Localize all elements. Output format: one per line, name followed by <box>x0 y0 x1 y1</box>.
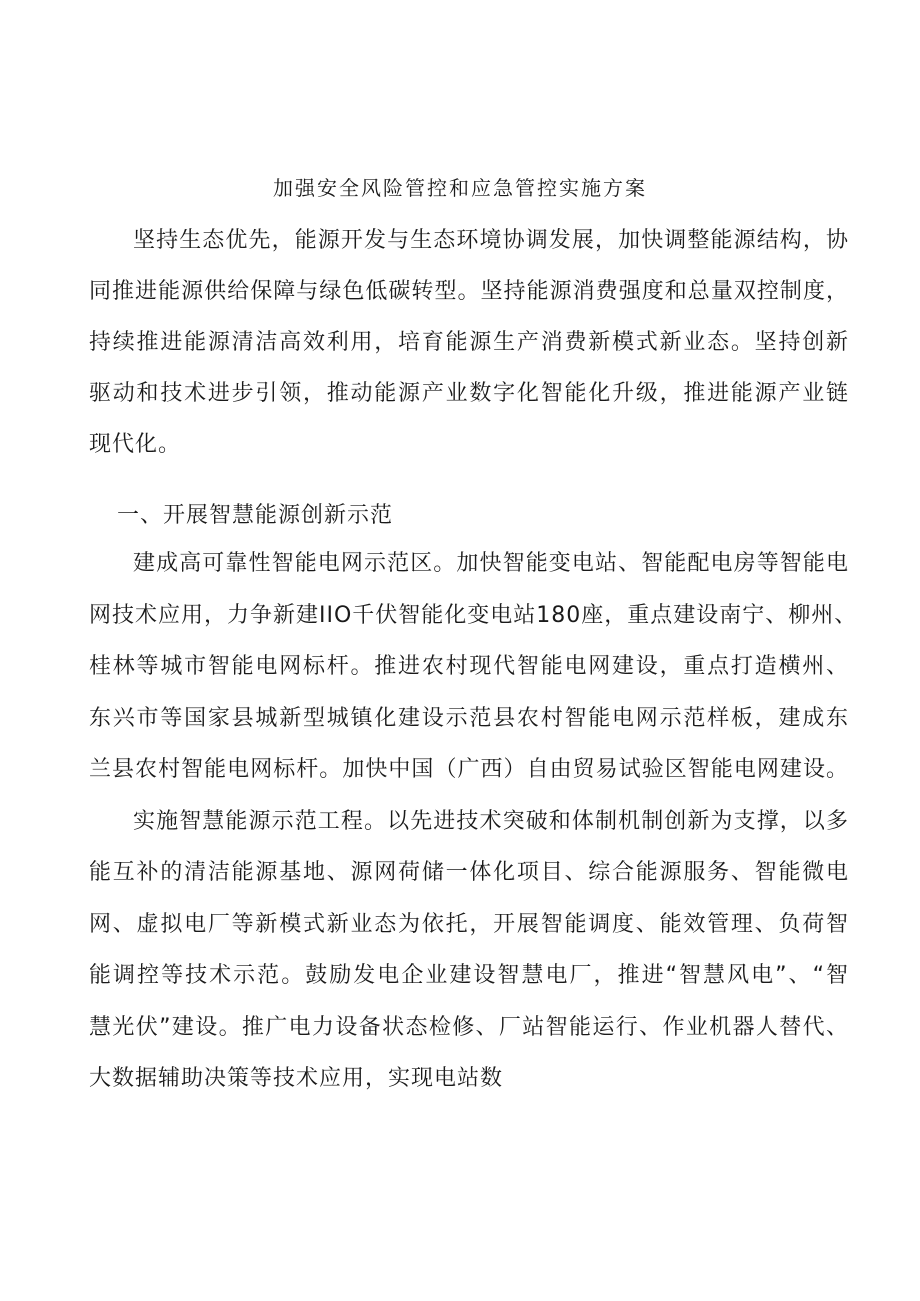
paragraph-line: 慧光伏”建设。推广电力设备状态检修、厂站智能运行、作业机器人替代、 <box>89 1015 849 1040</box>
paragraph-line: 驱动和技术进步引领，推动能源产业数字化智能化升级，推进能源产业链 <box>89 381 849 406</box>
paragraph-line: 大数据辅助决策等技术应用，实现电站数 <box>89 1066 504 1091</box>
paragraph-line: 桂林等城市智能电网标杆。推进农村现代智能电网建设，重点打造横州、 <box>89 654 849 679</box>
paragraph-line: 能互补的清洁能源基地、源网荷储一体化项目、综合能源服务、智能微电 <box>89 860 849 885</box>
paragraph-line: 同推进能源供给保障与绿色低碳转型。坚持能源消费强度和总量双控制度， <box>89 279 849 304</box>
paragraph-line: 坚持生态优先，能源开发与生态环境协调发展，加快调整能源结构，协 <box>133 228 849 253</box>
paragraph-line: 网技术应用，力争新建IIO千伏智能化变电站180座，重点建设南宁、柳州、 <box>89 603 858 628</box>
paragraph-line: 建成高可靠性智能电网示范区。加快智能变电站、智能配电房等智能电 <box>133 551 849 576</box>
document-title: 加强安全风险管控和应急管控实施方案 <box>273 176 647 200</box>
paragraph-line: 兰县农村智能电网标杆。加快中国（广西）自由贸易试验区智能电网建设。 <box>89 757 849 782</box>
paragraph-line: 实施智慧能源示范工程。以先进技术突破和体制机制创新为支撑，以多 <box>133 809 849 834</box>
paragraph-line: 网、虚拟电厂等新模式新业态为依托，开展智能调度、能效管理、负荷智 <box>89 912 849 937</box>
paragraph-line: 能调控等技术示范。鼓励发电企业建设智慧电厂，推进“智慧风电”、“智 <box>89 963 849 988</box>
paragraph-line: 现代化。 <box>89 432 182 457</box>
paragraph-line: 持续推进能源清洁高效利用，培育能源生产消费新模式新业态。坚持创新 <box>89 330 849 355</box>
paragraph-line: 东兴市等国家县城新型城镇化建设示范县农村智能电网示范样板，建成东 <box>89 706 849 731</box>
section-heading: 一、开展智慧能源创新示范 <box>117 503 394 528</box>
